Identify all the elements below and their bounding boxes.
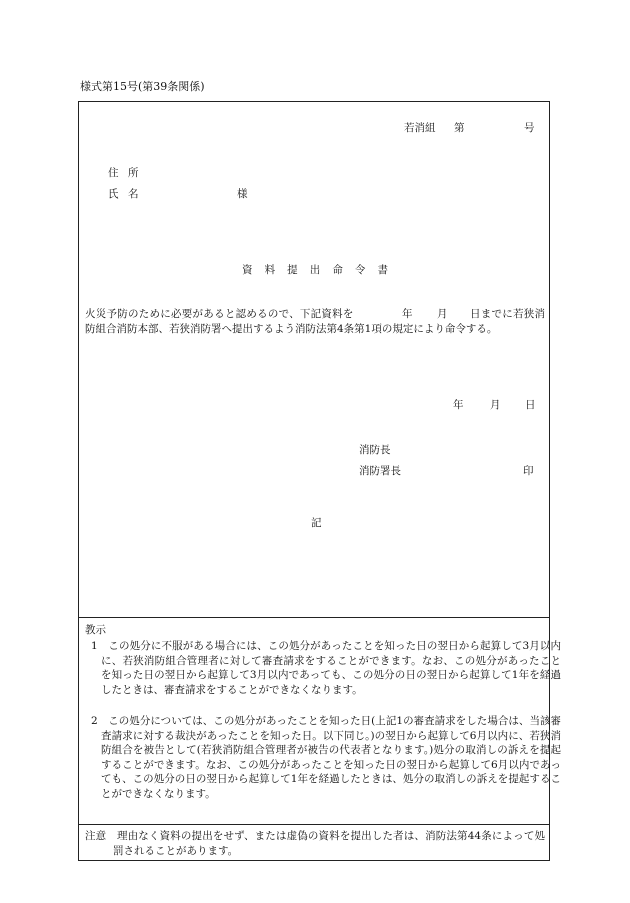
date-day: 日 — [525, 399, 536, 411]
notice-item-1: 1 この処分に不服がある場合には、この処分があったことを知った日の翌日から起算して3月以内に、若狭消防組合管理者に対して審査請求をすることができます。なお、この処分があったことを知った日の翌日から起算して3月以内であっても、この処分の日の翌日から起算して1年を経過したときは、審査請求をすることができなくなります。 — [91, 640, 561, 696]
document-frame — [78, 101, 561, 861]
form-header: 様式第15号(第39条関係) — [80, 80, 205, 93]
doc-number-dai: 第 — [454, 122, 465, 134]
document-title: 資料提出命令書 — [242, 264, 401, 276]
ki-label: 記 — [311, 517, 322, 529]
body-month: 月 — [436, 308, 448, 320]
doc-number-go: 号 — [524, 122, 535, 134]
issuer-chief: 消防長 — [359, 444, 391, 456]
issuer-station-chief: 消防署長 — [359, 465, 401, 477]
seal-mark: 印 — [523, 465, 534, 477]
address-label: 住所 — [108, 167, 148, 179]
doc-number-prefix: 若消組 — [404, 122, 436, 134]
divider-caution — [79, 824, 549, 825]
name-label: 氏名 — [108, 188, 148, 200]
honorific: 様 — [237, 188, 248, 200]
body-paragraph — [85, 307, 545, 336]
date-year: 年 — [453, 399, 464, 411]
divider-notice — [79, 617, 549, 618]
body-day-until: 日までに若狭消防組合消防本部、若狭消防署へ提出するよう消防法第4条第1項の規定により命令する。 — [85, 308, 546, 335]
caution-text: 注意 理由なく資料の提出をせず、または虚偽の資料を提出した者は、消防法第44条によって処罰されることがあります。 — [85, 830, 545, 857]
notice-heading: 教示 — [85, 624, 106, 636]
body-year: 年 — [401, 308, 413, 320]
notice-item-2: 2 この処分については、この処分があったことを知った日(上記1の審査請求をした場合は、当該審査請求に対する裁決があったことを知った日。以下同じ。)の翌日から起算して6月以内に、若狭消防組合を被告として(若狭消防組合管理者が被告の代表者となります。)処分の取消しの訴えを提起することができます。なお、この処分があったことを知った日の翌日から起算して6月以内であっても、この処分の日の翌日から起算して1年を経過したときは、処分の取消しの訴えを提起することができなくなります。 — [91, 715, 561, 800]
date-month: 月 — [490, 399, 501, 411]
body-line1: 火災予防のために必要があると認めるので、下記資料を — [85, 308, 354, 320]
